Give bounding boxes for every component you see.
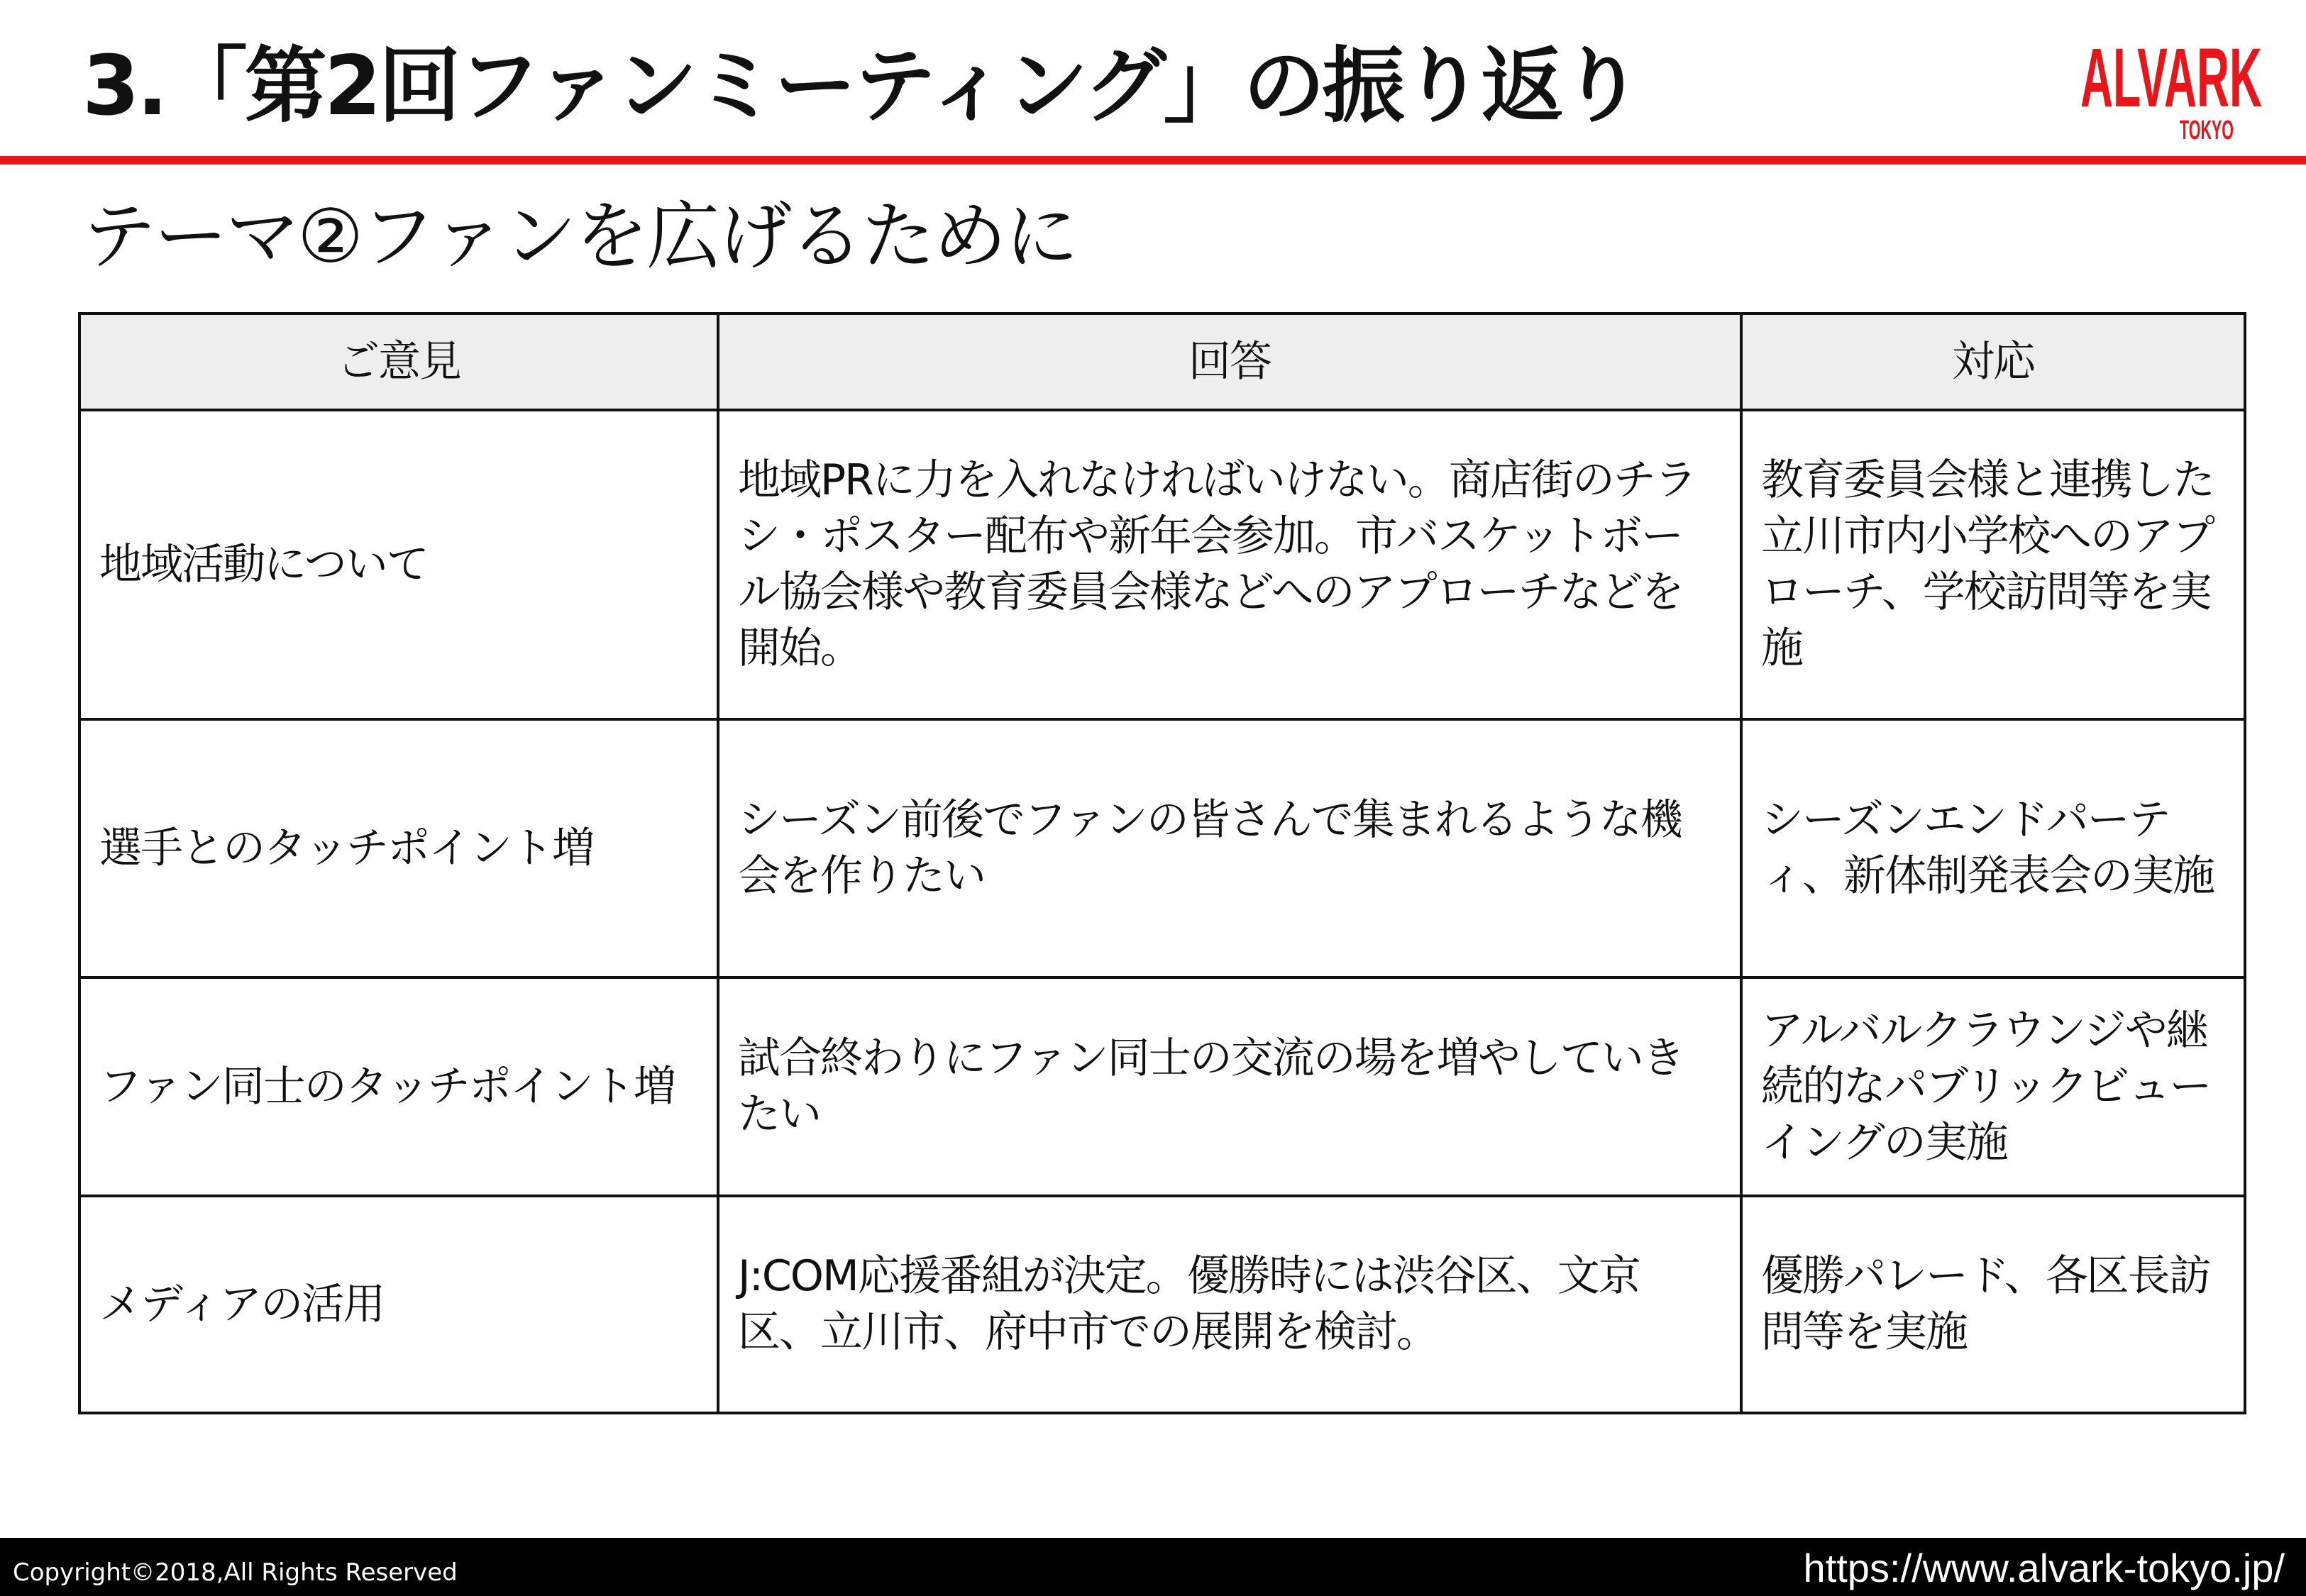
- header-answer: 回答: [718, 314, 1741, 410]
- header-divider: [0, 156, 2306, 165]
- cell-opinion: 選手とのタッチポイント増: [79, 719, 718, 977]
- cell-response: 教育委員会様と連携した立川市内小学校へのアプローチ、学校訪問等を実施: [1741, 410, 2245, 719]
- table-row: [79, 977, 2245, 1196]
- header-opinion: ご意見: [79, 314, 718, 410]
- alvark-tokyo-logo: [2079, 27, 2263, 143]
- header-response: 対応: [1741, 314, 2245, 410]
- cell-answer: 試合終わりにファン同士の交流の場を増やしていきたい: [718, 977, 1741, 1196]
- cell-opinion: ファン同士のタッチポイント増: [79, 977, 718, 1196]
- logo-wordmark: ALVARK: [2080, 31, 2262, 125]
- cell-opinion: メディアの活用: [79, 1196, 718, 1413]
- cell-answer: シーズン前後でファンの皆さんで集まれるような機会を作りたい: [718, 719, 1741, 977]
- cell-answer: 地域PRに力を入れなければいけない。商店街のチラシ・ポスター配布や新年会参加。市バスケットボール協会様や教育委員会様などへのアプローチなどを開始。: [718, 410, 1741, 719]
- table-row: [79, 410, 2245, 719]
- copyright-text: Copyright©2018,All Rights Reserved: [13, 1558, 458, 1587]
- section-subtitle: テーマ②ファンを広げるために: [82, 193, 1077, 279]
- cell-response: シーズンエンドパーティ、新体制発表会の実施: [1741, 719, 2245, 977]
- website-link[interactable]: https://www.alvark-tokyo.jp/: [1803, 1546, 2285, 1590]
- table-row: [79, 1196, 2245, 1413]
- cell-response: アルバルクラウンジや継続的なパブリックビューイングの実施: [1741, 977, 2245, 1196]
- cell-response: 優勝パレード、各区長訪問等を実施: [1741, 1196, 2245, 1413]
- cell-answer: J:COM応援番組が決定。優勝時には渋谷区、文京区、立川市、府中市での展開を検討。: [718, 1196, 1741, 1413]
- table-row: [79, 719, 2245, 977]
- page-title: 3.「第2回ファンミーティング」の振り返り: [82, 38, 1640, 134]
- logo-sub: TOKYO: [2180, 116, 2234, 145]
- table-header-row: [79, 314, 2245, 410]
- footer-bar: [0, 1538, 2306, 1596]
- cell-opinion: 地域活動について: [79, 410, 718, 719]
- opinion-table: [78, 312, 2246, 1414]
